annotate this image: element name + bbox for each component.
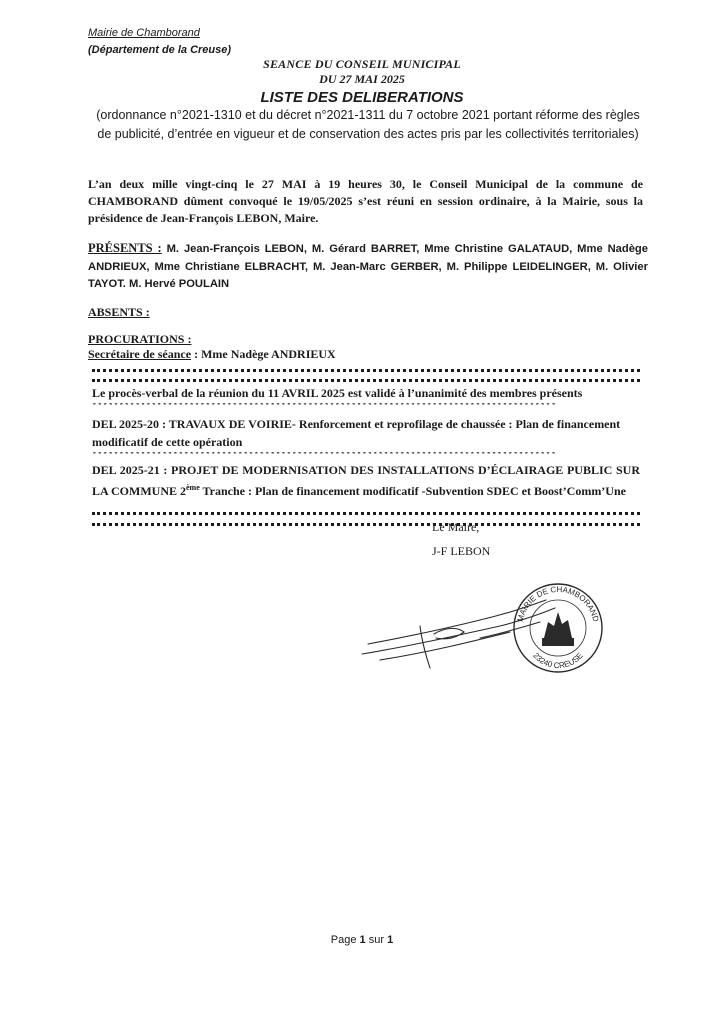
- session-title: SEANCE DU CONSEIL MUNICIPAL: [263, 57, 461, 71]
- session-date: DU 27 MAI 2025: [319, 72, 405, 86]
- separator-dotted: [92, 369, 640, 376]
- absents-label: ABSENTS :: [88, 305, 150, 319]
- separator-dotted: [92, 523, 640, 530]
- page-prefix: Page: [330, 934, 360, 946]
- deliberation-2025-21-text: DEL 2025-21 : PROJET DE MODERNISATION DES INSTALLATIONS D’ÉCLAIRAGE PUBLIC SUR LA COMMUNE 2: [92, 463, 640, 498]
- page-current: 1: [359, 934, 366, 946]
- presents-list: M. Jean-François LEBON, M. Gérard BARRET, Mme Christine GALATAUD, Mme Nadège ANDRIEUX, Mme Christiane ELBRACHT, M. Jean-Marc GERBER, M. Philippe LEIDELINGER, M. Olivier TAYOT. M. Hervé POULAIN: [88, 243, 648, 290]
- separator-stars: **************************************************************************************: [92, 403, 557, 411]
- deliberation-2025-20: DEL 2025-20 : TRAVAUX DE VOIRIE- Renforcement et reprofilage de chaussée : Plan de financement modificatif de cette opération: [92, 417, 621, 449]
- ordinal-superscript: ème: [186, 483, 200, 492]
- presents-label: PRÉSENTS :: [88, 241, 162, 255]
- deliberation-2025-21: [92, 462, 640, 500]
- mairie-stamp: [514, 584, 602, 672]
- mairie-name: Mairie de Chamborand: [88, 27, 200, 39]
- department-name: (Département de la Creuse): [88, 44, 232, 56]
- signatory-name: J-F LEBON: [432, 544, 491, 558]
- page-mid: sur: [365, 934, 388, 946]
- signature-role: Le Maire,: [432, 520, 480, 534]
- page-footer: [0, 934, 724, 946]
- procurations-label: PROCURATIONS :: [88, 332, 192, 346]
- secretaire-label: Secrétaire de séance: [88, 347, 192, 361]
- page-total: 1: [387, 934, 394, 946]
- ordonnance-reference: (ordonnance n°2021-1310 et du décret n°2021-1311 du 7 octobre 2021 portant réforme des règles de publicité, d’entrée en vigueur et de conservation des actes pris par les collectivités territoriales): [96, 108, 640, 141]
- stamp-text-top: MAIRIE DE CHAMBORAND: [515, 584, 601, 623]
- proces-verbal-line: Le procès-verbal de la réunion du 11 AVRIL 2025 est validé à l’unanimité des membres présents: [92, 386, 583, 400]
- signature-and-stamp: [360, 576, 620, 686]
- document-title: LISTE DES DELIBERATIONS: [260, 89, 464, 106]
- secretaire-value: : Mme Nadège ANDRIEUX: [191, 347, 336, 361]
- separator-dotted: [92, 379, 640, 386]
- separator-dotted: [92, 512, 640, 519]
- separator-stars: **************************************************************************************: [92, 452, 557, 460]
- presents-block: [88, 240, 648, 294]
- secretaire-line: [88, 347, 336, 362]
- stamp-text-bottom: 23240 CREUSE: [531, 651, 585, 671]
- deliberation-2025-21-text-end: Tranche : Plan de financement modificatif -Subvention SDEC et Boost’Comm’Une: [199, 484, 626, 498]
- meeting-intro: L’an deux mille vingt-cinq le 27 MAI à 19 heures 30, le Conseil Municipal de la commune de CHAMBORAND dûment convoqué le 19/05/2025 s’est réuni en session ordinaire, à la Mairie, sous la présidence de Jean-François LEBON, Maire.: [88, 177, 643, 225]
